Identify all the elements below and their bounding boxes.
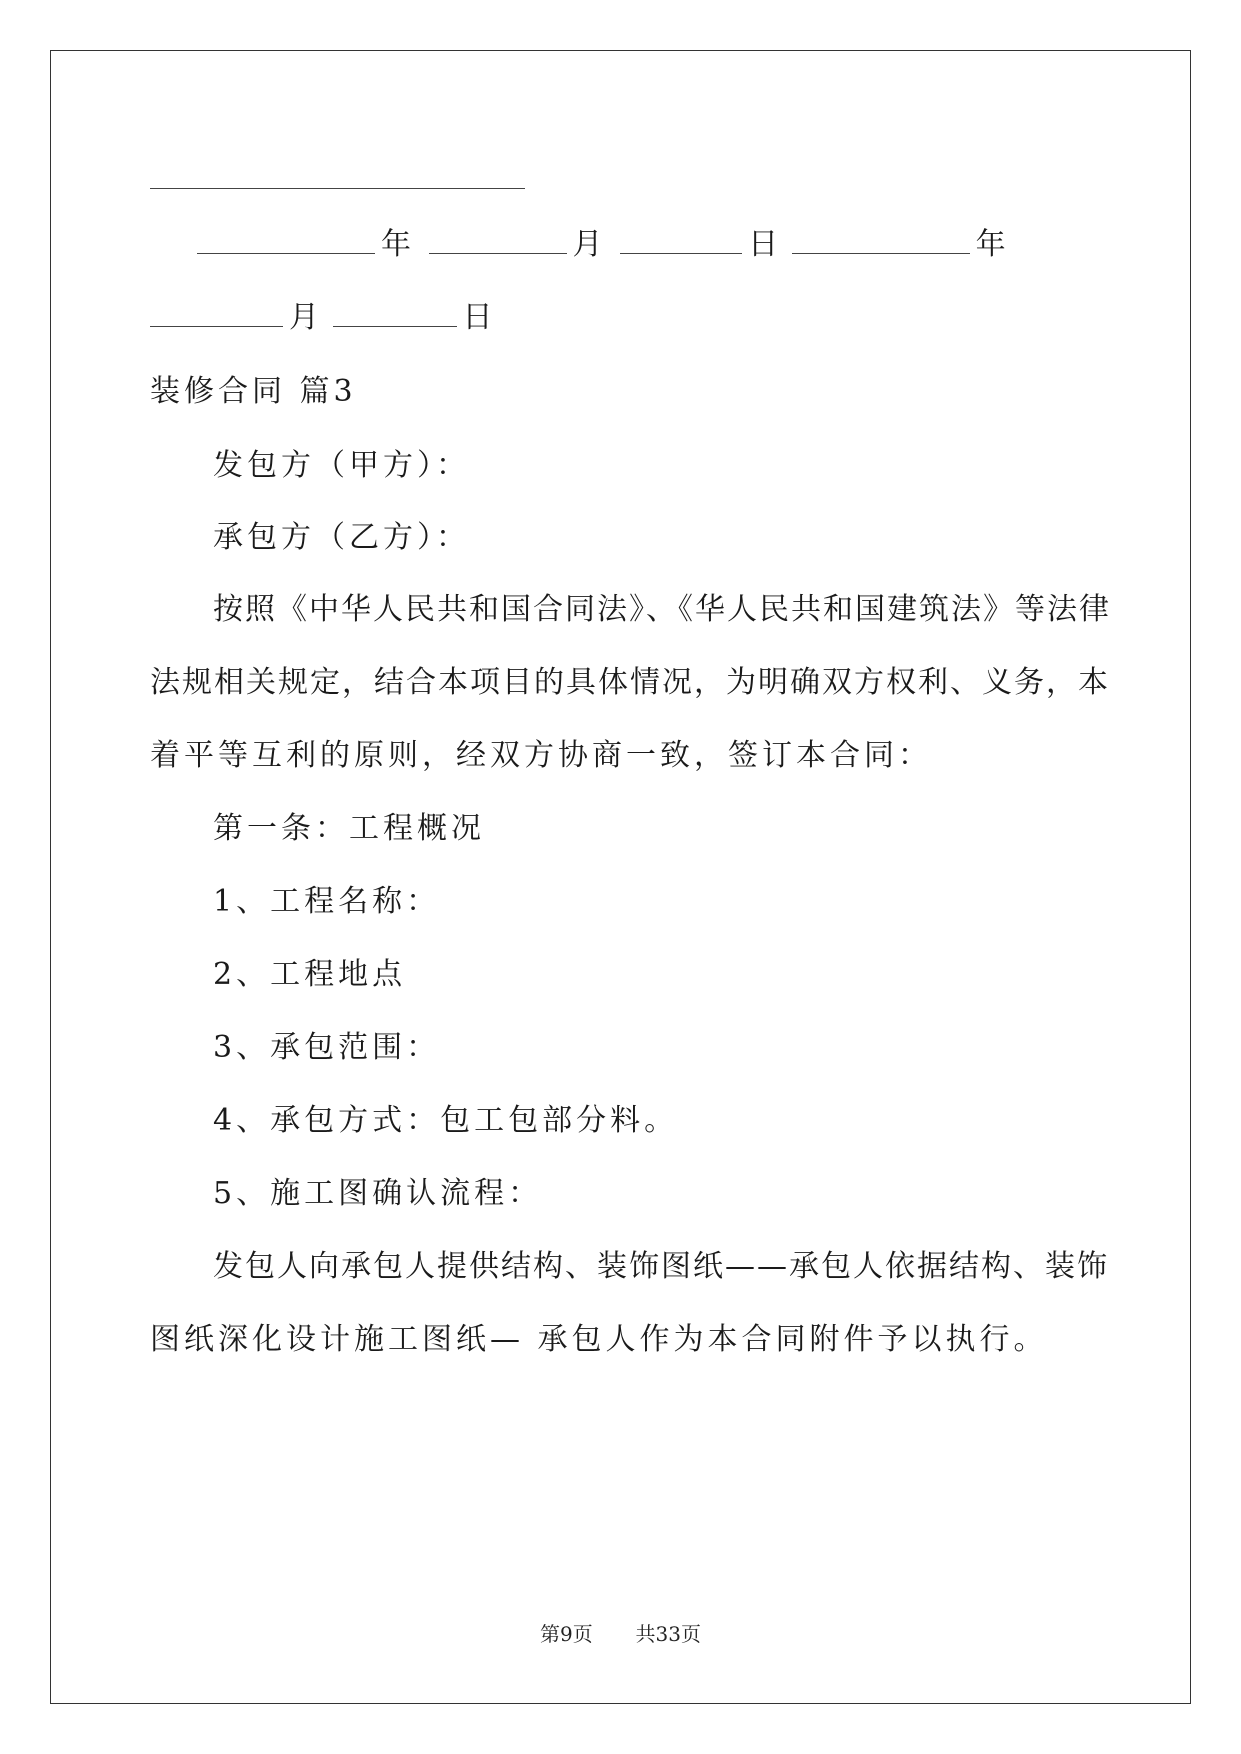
year-label: 年 <box>975 227 1006 262</box>
blank-underline <box>150 325 283 327</box>
page-total: 共33页 <box>635 1622 701 1646</box>
list-item: 1、工程名称： <box>213 884 441 919</box>
blank-underline <box>429 252 567 254</box>
paragraph-line: 按照《中华人民共和国合同法》、《华人民共和国建筑法》等法律 <box>213 592 1111 627</box>
date-row-1 <box>197 225 1006 265</box>
blank-underline <box>333 325 457 327</box>
list-item: 2、工程地点 <box>213 957 407 992</box>
month-label: 月 <box>289 300 319 335</box>
date-row-2 <box>150 298 493 338</box>
year-label: 年 <box>381 227 411 262</box>
party-a-label: 发包方（甲方）： <box>213 448 470 483</box>
article-heading: 第一条：工程概况 <box>213 811 485 846</box>
list-item: 4、承包方式：包工包部分料。 <box>213 1103 679 1138</box>
page-number: 第9页 <box>540 1622 593 1646</box>
month-label: 月 <box>572 227 603 262</box>
party-b-label: 承包方（乙方）： <box>213 520 470 555</box>
page-footer <box>0 1618 1241 1647</box>
blank-underline <box>792 252 970 254</box>
day-label: 日 <box>462 300 493 335</box>
signature-blank-line <box>150 160 531 200</box>
list-item: 3、承包范围： <box>213 1030 441 1065</box>
list-item: 5、施工图确认流程： <box>213 1176 543 1211</box>
paragraph-line: 发包人向承包人提供结构、装饰图纸——承包人依据结构、装饰 <box>213 1249 1109 1284</box>
paragraph-line: 图纸深化设计施工图纸— 承包人作为本合同附件予以执行。 <box>150 1322 1048 1357</box>
paragraph-line: 着平等互利的原则，经双方协商一致，签订本合同： <box>150 738 932 773</box>
section-title: 装修合同 篇3 <box>150 374 357 409</box>
blank-underline <box>620 252 742 254</box>
blank-underline <box>150 187 525 189</box>
blank-underline <box>197 252 375 254</box>
paragraph-line: 法规相关规定，结合本项目的具体情况，为明确双方权利、义务，本 <box>150 665 1110 700</box>
day-label: 日 <box>748 227 779 262</box>
